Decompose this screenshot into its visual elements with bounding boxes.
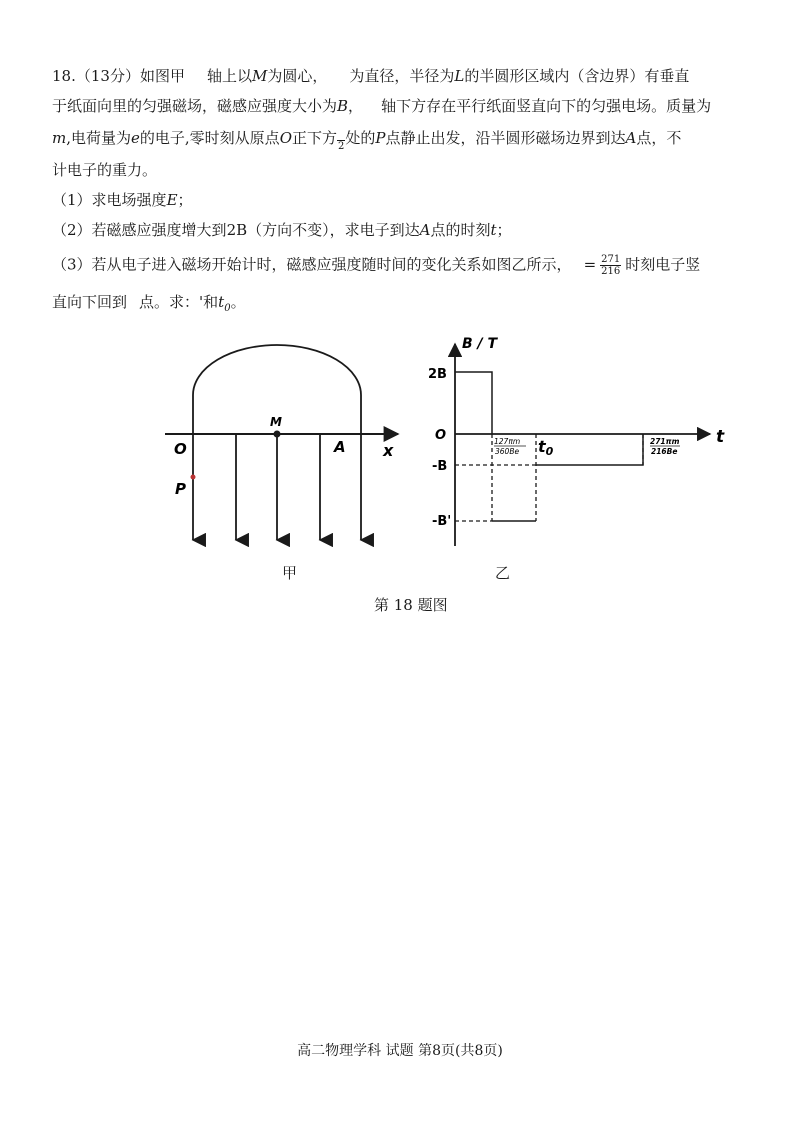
fraction-numerator: 271 <box>601 254 621 265</box>
label-x: x <box>383 441 394 460</box>
text: ， <box>348 97 364 115</box>
text: 时刻电子竖 <box>625 255 701 274</box>
part-label: （2） <box>52 221 92 239</box>
tick-label-t1-denominator: 360Be <box>495 447 520 456</box>
axis-label-B-T: B / T <box>462 336 498 352</box>
text: 点的时刻 <box>430 221 491 239</box>
symbol-2B: 2B <box>226 221 248 239</box>
page-footer: 高二物理学科 试题 第8页(共8页) <box>297 1043 503 1059</box>
text: '和 <box>199 293 219 311</box>
subscript: 0 <box>224 303 231 314</box>
text: （方向不变），求电子到达 <box>247 221 420 239</box>
tick-label-t0: t0 <box>538 437 554 458</box>
text: 若从电子进入磁场开始计时，磁感应强度随时间的变化关系如图乙所示， <box>91 255 572 274</box>
text: 的电子,零时刻从原点 <box>139 129 280 147</box>
symbol-t0: t <box>218 293 225 311</box>
equals-sign: = <box>583 255 597 274</box>
text: 轴上以 <box>206 67 252 85</box>
text: 为圆心， <box>267 67 328 85</box>
text: 正下方 <box>292 129 338 147</box>
text: 点静止出发，沿半圆形磁场边界到达 <box>385 129 626 147</box>
text: ； <box>177 191 193 209</box>
fraction-denominator: 216 <box>601 266 621 277</box>
tick-label-t1-numerator: 127πm <box>494 437 521 446</box>
figure-jia-caption: 甲 <box>282 564 298 582</box>
label-neg-B-prime: -B' <box>432 514 452 529</box>
text: 的半圆形区域内（含边界）有垂直 <box>464 67 690 85</box>
figure-yi-caption: 乙 <box>495 564 511 582</box>
symbol-O: O <box>279 129 292 147</box>
text: 点，不 <box>636 129 682 147</box>
text: 处的 <box>345 129 376 147</box>
text: 点。求： <box>139 293 200 311</box>
tick-label-t2-denominator: 216Be <box>651 447 678 456</box>
text: 直向下回到 <box>52 293 128 311</box>
symbol-P: P <box>375 129 386 147</box>
question-line-4: 计电子的重力。 <box>52 161 158 179</box>
fraction-denominator: 2 <box>338 141 345 152</box>
symbol-B: B <box>337 97 349 115</box>
text: ,电荷量为 <box>66 129 132 147</box>
question-number: 18. <box>52 67 76 85</box>
symbol-m: m <box>52 129 67 147</box>
text: 。 <box>230 293 246 311</box>
label-neg-B: -B <box>432 459 448 474</box>
label-A: A <box>334 438 346 456</box>
tick-label-t2-numerator: 271πm <box>650 437 680 446</box>
text: ； <box>496 221 512 239</box>
text: 如图甲 <box>139 67 185 85</box>
text: 求电场强度 <box>91 191 167 209</box>
part-label: （1） <box>52 191 92 209</box>
text: 于纸面向里的匀强磁场，磁感应强度大小为 <box>52 97 338 115</box>
symbol-E: E <box>166 191 178 209</box>
symbol-A: A <box>625 129 637 147</box>
label-2B: 2B <box>428 367 447 382</box>
symbol-t: t <box>490 221 497 239</box>
text: 轴下方存在平行纸面竖直向下的匀强电场。质量为 <box>381 97 712 115</box>
figure-caption: 第 18 题图 <box>374 596 448 614</box>
label-O: O <box>174 440 187 458</box>
part-label: （3） <box>52 255 92 274</box>
label-O-origin: O <box>435 428 447 443</box>
symbol-L: L <box>454 67 465 85</box>
label-P: P <box>175 480 186 498</box>
symbol-A: A <box>419 221 431 239</box>
text: 若磁感应强度增大到 <box>91 221 227 239</box>
question-score: （13分） <box>75 67 140 85</box>
text: 为直径，半径为 <box>349 67 455 85</box>
symbol-M: M <box>251 67 268 85</box>
axis-label-t: t <box>716 427 725 447</box>
label-M: M <box>270 415 282 429</box>
symbol-e: e <box>131 129 140 147</box>
